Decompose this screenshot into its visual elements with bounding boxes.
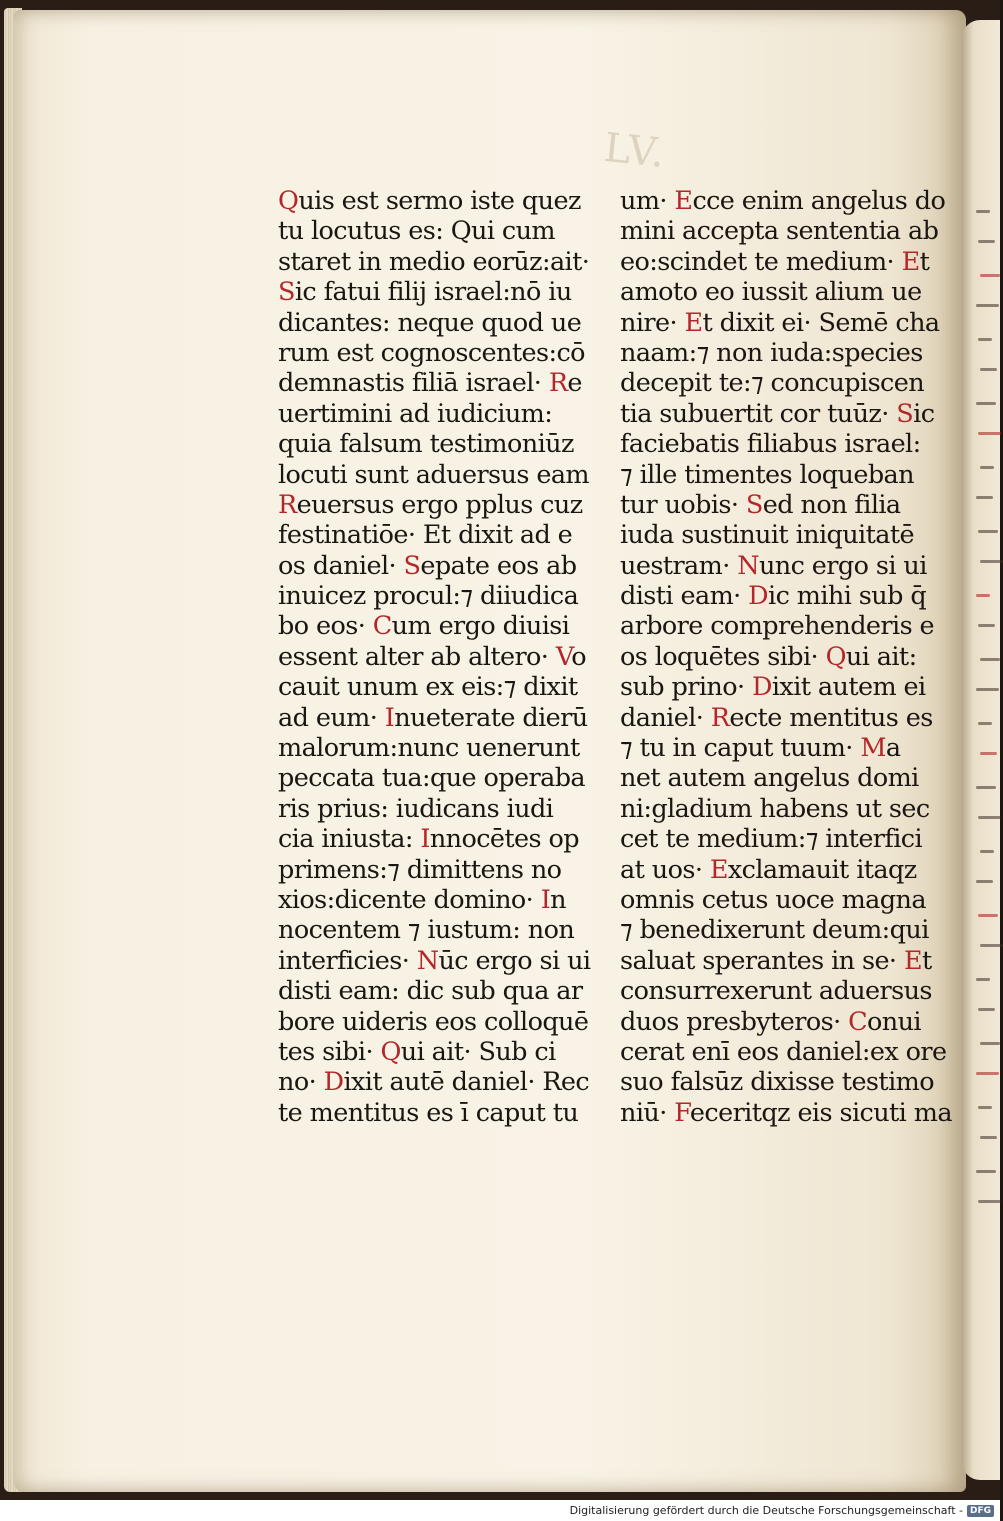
line-text: nnocētes op <box>429 824 580 855</box>
line-text: bo eos· <box>278 611 373 642</box>
text-line <box>278 337 585 368</box>
line-text: malorum:nunc uenerunt <box>278 733 580 764</box>
line-text: peccata tua:que operaba <box>278 763 586 794</box>
rubricated-initial: S <box>745 489 763 520</box>
line-text: tes sibi· <box>278 1036 381 1067</box>
text-line <box>620 186 946 216</box>
text-line <box>620 733 920 763</box>
text-line <box>278 1067 590 1098</box>
text-line <box>278 520 578 550</box>
adjacent-page-text-fragment <box>976 688 999 691</box>
adjacent-page-text-fragment <box>976 786 996 789</box>
line-text: ic mihi sub q̄ <box>768 581 927 612</box>
adjacent-page-text-fragment <box>976 210 990 213</box>
line-text: bore uideris eos colloquē <box>278 1006 589 1037</box>
adjacent-page-text-fragment <box>980 368 997 371</box>
line-text: nire· <box>620 307 685 338</box>
line-text: festinatiōe· <box>278 520 423 551</box>
text-line <box>620 490 920 520</box>
line-text: tur uobis· <box>620 489 746 520</box>
adjacent-page-text-fragment <box>980 752 997 755</box>
text-line <box>278 1098 578 1128</box>
text-line <box>278 581 578 611</box>
line-text: ecte mentitus es <box>729 702 933 733</box>
line-text: cet te medium:⁊ interfici <box>620 824 923 855</box>
text-line <box>278 368 582 399</box>
text-line <box>278 763 586 794</box>
text-line <box>620 702 933 733</box>
line-text: cauit unum ex eis:⁊ dixit <box>278 672 578 703</box>
text-line <box>620 429 920 459</box>
text-line <box>278 551 578 581</box>
line-text: ixit autem ei <box>771 672 926 703</box>
line-text: essent alter ab altero· <box>278 641 556 672</box>
rubricated-initial: N <box>416 945 439 976</box>
text-line <box>620 520 920 550</box>
adjacent-page-text-fragment <box>980 850 994 853</box>
text-line <box>620 793 930 824</box>
line-text: te mentitus es ī caput tu <box>278 1097 579 1128</box>
line-text: omnis cetus uoce magna <box>620 884 926 915</box>
rubricated-initial: D <box>323 1067 344 1098</box>
text-column-right <box>620 186 952 1128</box>
rubricated-initial: E <box>674 186 693 216</box>
text-line <box>620 976 932 1007</box>
line-text: tu locutus es: <box>278 216 451 247</box>
line-text: arbore comprehenderis e <box>620 611 935 642</box>
line-text: os loquētes sibi· <box>620 641 826 672</box>
line-text: quia falsum testimoniūz <box>278 429 574 460</box>
rubricated-initial: I <box>540 884 551 915</box>
text-line <box>620 550 927 581</box>
line-text: e <box>567 368 582 399</box>
line-text: t <box>921 945 932 976</box>
rubricated-initial: S <box>278 277 295 308</box>
text-line <box>620 337 923 368</box>
text-line <box>278 824 578 854</box>
adjacent-page-text-fragment <box>978 432 1001 435</box>
text-line <box>620 398 935 429</box>
line-text: duos presbyteros· <box>620 1006 849 1037</box>
adjacent-page-text-fragment <box>978 1200 1001 1203</box>
text-line <box>278 855 578 885</box>
text-line <box>278 459 590 490</box>
text-line <box>278 672 578 702</box>
line-text: demnastis filiā israel· <box>278 368 549 399</box>
text-line <box>620 1067 934 1098</box>
text-line <box>620 672 926 703</box>
rubricated-initial: F <box>674 1097 690 1128</box>
folio-number: LV. <box>601 124 669 178</box>
line-text: o <box>571 641 587 672</box>
text-line <box>278 1006 589 1037</box>
line-text: dicantes: neque quod ue <box>278 307 582 338</box>
text-line <box>620 945 932 976</box>
line-text: decepit te:⁊ concupiscen <box>620 368 925 399</box>
line-text: primens:⁊ dimittens no <box>278 854 562 885</box>
line-text: rum est cognoscentes:cō <box>278 337 585 368</box>
line-text: ⁊ ille timentes loqueban <box>620 459 914 490</box>
rubricated-initial: R <box>710 702 730 733</box>
line-text: ed non filia <box>762 489 901 520</box>
text-line <box>620 642 920 672</box>
line-text: uertimini ad iudicium: <box>278 398 553 429</box>
line-text: ⁊ benedixerunt deum:qui <box>620 915 929 946</box>
text-line <box>620 884 926 915</box>
text-line <box>620 1007 920 1037</box>
line-text: euersus ergo pplus cuz <box>296 489 583 520</box>
line-text: net autem angelus domi <box>620 763 919 794</box>
line-text: ūc ergo si ui <box>438 945 591 976</box>
text-line <box>278 641 587 672</box>
adjacent-page-text-fragment <box>976 1170 996 1173</box>
dfg-logo: DFG <box>967 1505 994 1517</box>
text-line <box>278 277 578 307</box>
text-line <box>620 307 940 338</box>
text-line <box>278 976 583 1007</box>
text-line <box>278 246 590 277</box>
adjacent-page-text-fragment <box>976 402 996 405</box>
line-text: naam:⁊ non iuda:species <box>620 337 923 368</box>
line-text: t <box>919 246 930 277</box>
rubricated-initial: D <box>748 581 769 612</box>
line-text: inuicez procul:⁊ diiudica <box>278 581 579 612</box>
line-text: uis est sermo iste quez <box>298 186 581 216</box>
line-text: ris prius: iudicans iudi <box>278 793 554 824</box>
line-text: ui ait: <box>845 641 917 672</box>
rubricated-initial: S <box>403 550 421 581</box>
line-text: a <box>885 733 901 764</box>
adjacent-page-text-fragment <box>978 240 995 243</box>
rubricated-initial: D <box>752 672 772 703</box>
text-line <box>278 216 578 246</box>
line-text: Qui cum <box>450 216 556 247</box>
rubricated-initial: C <box>848 1006 868 1037</box>
digitization-footer <box>0 1500 1000 1521</box>
line-text: unc ergo si ui <box>758 550 927 581</box>
text-line <box>620 824 923 855</box>
adjacent-page-text-fragment <box>976 594 990 597</box>
text-line <box>278 945 591 976</box>
line-text: daniel· <box>620 702 711 733</box>
text-line <box>620 581 927 612</box>
adjacent-page-text-fragment <box>978 1106 992 1109</box>
line-text: disti eam: dic sub qua ar <box>278 976 583 1007</box>
text-line <box>620 855 920 885</box>
text-line <box>620 277 920 307</box>
rubricated-initial: I <box>384 702 395 733</box>
line-text: sub prino· <box>620 672 752 703</box>
line-text: saluat sperantes in se· <box>620 945 904 976</box>
rubricated-initial: C <box>372 611 392 642</box>
rubricated-initial: Q <box>825 641 846 672</box>
line-text: cia iniusta: <box>278 824 421 855</box>
footer-credit-text: Digitalisierung gefördert durch die Deutsche Forschungsgemeinschaft - <box>569 1504 963 1517</box>
adjacent-page-text-fragment <box>976 1072 999 1075</box>
line-text: iuda sustinuit iniquitatē <box>620 520 914 551</box>
text-line <box>278 307 582 338</box>
line-text: cerat enī eos daniel:ex ore <box>620 1036 947 1067</box>
adjacent-page-text-fragment <box>976 496 993 499</box>
adjacent-page-text-fragment <box>978 722 992 725</box>
text-line <box>278 733 578 763</box>
line-text: um ergo diuisi <box>391 611 570 642</box>
adjacent-page-text-fragment <box>978 338 992 341</box>
rubricated-initial: I <box>420 824 430 855</box>
adjacent-page-text-fragment <box>980 658 1000 661</box>
line-text: ⁊ tu in caput tuum· <box>620 733 861 764</box>
adjacent-page-text-fragment <box>976 978 990 981</box>
line-text: ad eum· <box>278 702 385 733</box>
text-line <box>620 460 920 490</box>
text-line <box>620 216 939 247</box>
line-text: ic fatui filij israel:nō iu <box>294 277 572 308</box>
line-text: xclamauit itaqz <box>727 854 917 885</box>
rubricated-initial: Q <box>380 1036 401 1067</box>
text-line <box>278 399 578 429</box>
adjacent-page-text-fragment <box>978 914 998 917</box>
line-text: os daniel· <box>278 550 404 581</box>
line-text: nocentem ⁊ iustum: non <box>278 915 575 946</box>
text-line <box>620 1036 947 1067</box>
text-line <box>278 611 578 641</box>
adjacent-page-edge <box>962 20 1000 1480</box>
rubricated-initial: R <box>278 489 297 520</box>
text-line <box>620 611 935 642</box>
adjacent-page-text-fragment <box>980 944 1003 947</box>
line-text: ui ait· Sub ci <box>400 1036 556 1067</box>
text-line <box>620 915 929 946</box>
rubricated-initial: R <box>548 368 568 399</box>
line-text: staret in medio eorūz:ait· <box>278 246 590 277</box>
rubricated-initial: E <box>684 307 703 338</box>
line-text: amoto eo iussit alium ue <box>620 277 922 308</box>
text-column-left <box>278 186 591 1128</box>
adjacent-page-text-fragment <box>976 304 999 307</box>
text-line <box>620 368 925 399</box>
rubricated-initial: M <box>860 733 886 764</box>
line-text: at uos· <box>620 854 710 885</box>
line-text: suo falsūz dixisse testimo <box>620 1067 934 1098</box>
line-text: disti eam· <box>620 581 749 612</box>
line-text: xios:dicente domino· <box>278 884 541 915</box>
adjacent-page-text-fragment <box>978 816 1001 819</box>
text-line <box>620 763 920 793</box>
rubricated-initial: V <box>555 641 572 672</box>
text-line <box>278 915 578 945</box>
line-text: eo:scindet te medium· <box>620 246 902 277</box>
text-line <box>278 885 578 915</box>
line-text: n <box>550 884 566 915</box>
line-text: ic <box>913 398 935 429</box>
text-line <box>620 1097 952 1128</box>
rubricated-initial: Q <box>278 186 299 216</box>
line-text: tia subuertit cor tuūz· <box>620 398 897 429</box>
adjacent-page-text-fragment <box>980 466 994 469</box>
rubricated-initial: N <box>737 550 759 581</box>
text-line <box>278 702 588 733</box>
line-text: nueterate dierū <box>394 702 588 733</box>
line-text: ni:gladium habens ut sec <box>620 793 930 824</box>
line-text: epate eos ab <box>420 550 577 581</box>
line-text: eceritqz eis sicuti ma <box>689 1097 952 1128</box>
text-line <box>278 489 583 520</box>
line-text: interficies· <box>278 945 417 976</box>
text-line <box>278 186 581 216</box>
adjacent-page-text-fragment <box>978 530 998 533</box>
adjacent-page-text-fragment <box>978 1008 995 1011</box>
line-text: ixit autē daniel· Rec <box>343 1067 590 1098</box>
line-text: Et dixit ad e <box>422 520 573 551</box>
adjacent-page-text-fragment <box>980 1136 997 1139</box>
text-line <box>278 1037 578 1067</box>
rubricated-initial: E <box>901 246 920 277</box>
line-text: faciebatis filiabus israel: <box>620 429 921 460</box>
line-text: um· <box>620 186 675 216</box>
line-text: uestram· <box>620 550 738 581</box>
text-line <box>278 794 578 824</box>
line-text: t dixit ei· Semē cha <box>702 307 940 338</box>
rubricated-initial: E <box>709 854 728 885</box>
line-text: niū· <box>620 1097 675 1128</box>
line-text: cce enim angelus do <box>692 186 946 216</box>
line-text: onui <box>867 1006 921 1037</box>
rubricated-initial: E <box>903 945 922 976</box>
rubricated-initial: S <box>896 398 914 429</box>
adjacent-page-text-fragment <box>980 1042 1000 1045</box>
adjacent-page-text-fragment <box>980 274 1000 277</box>
line-text: consurrexerunt aduersus <box>620 976 932 1007</box>
text-line <box>620 246 930 277</box>
adjacent-page-text-fragment <box>980 560 1003 563</box>
adjacent-page-text-fragment <box>978 624 995 627</box>
adjacent-page-text-fragment <box>976 880 993 883</box>
text-line <box>278 429 578 459</box>
line-text: locuti sunt aduersus eam <box>278 459 590 490</box>
line-text: no· <box>278 1067 324 1098</box>
line-text: mini accepta sententia ab <box>620 216 939 247</box>
